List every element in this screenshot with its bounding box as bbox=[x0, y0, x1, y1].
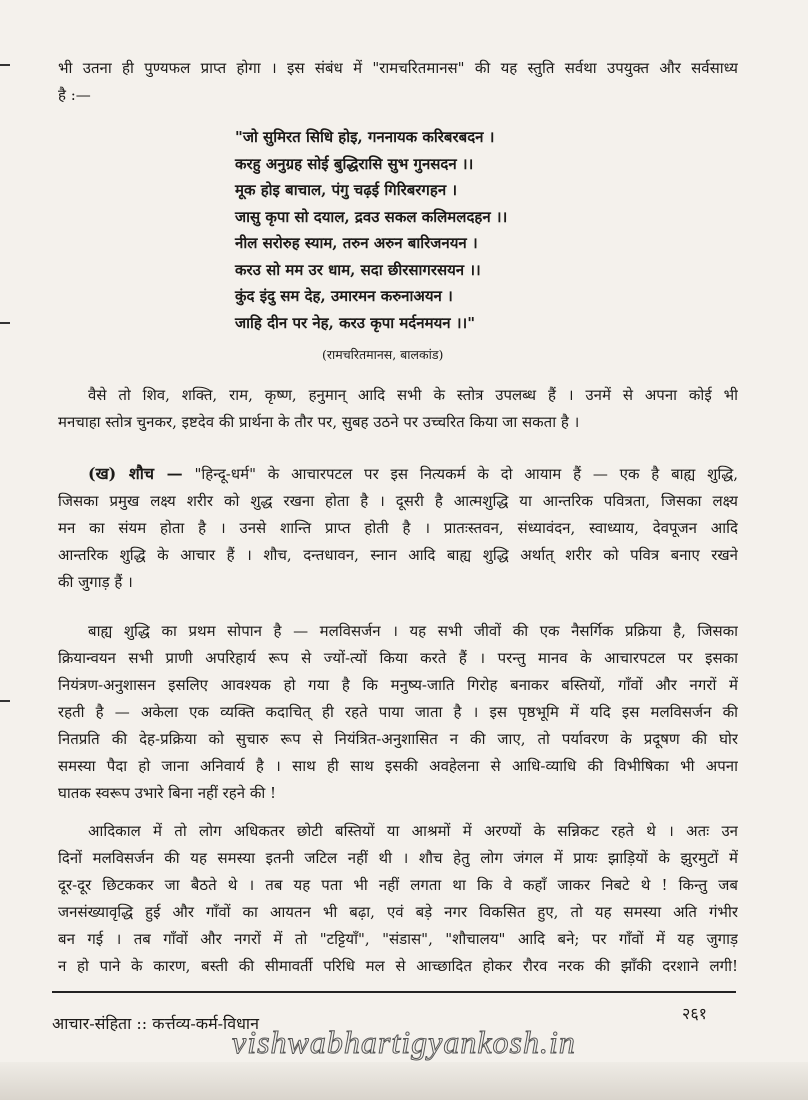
text-line: मनचाहा स्तोत्र चुनकर, इष्टदेव की प्रार्थना के तौर पर, सुबह उठने पर उच्चरित किया जा सकता है । bbox=[58, 413, 580, 431]
text-line: दिनों मलविसर्जन की यह समस्या इतनी जटिल नहीं थी । शौच हेतु लोग जंगल में प्रायः झाड़ियों के झुरमुटों में bbox=[58, 849, 738, 867]
text-line: नियंत्रण-अनुशासन इसलिए आवश्यक हो गया है कि मनुष्य-जाति गिरोह बनाकर बस्तियों, गाँवों और नगरों में bbox=[58, 676, 738, 694]
text-line: जिसका प्रमुख लक्ष्य शरीर को शुद्ध रखना होता है । दूसरी है आत्मशुद्धि या आन्तरिक पवित्रता, जिसका लक्ष्य bbox=[58, 492, 738, 510]
text-line: रहती है — अकेला एक व्यक्ति कदाचित् ही रहते पाया जाता है । इस पृष्ठभूमि में यदि इस मलविसर्जन की bbox=[58, 703, 738, 721]
verse-line: नील सरोरुह स्याम, तरुन अरुन बारिजनयन । bbox=[235, 234, 478, 252]
text-line: घातक स्वरूप उभारे बिना नहीं रहने की ! bbox=[58, 784, 277, 802]
verse-line: करउ सो मम उर धाम, सदा छीरसागरसयन ।। bbox=[235, 260, 481, 279]
footer-book-title: आचार-संहिता :: कर्त्तव्य-कर्म-विधान bbox=[52, 1014, 259, 1033]
verse-line: कुंद इंदु सम देह, उमारमन करुनाअयन । bbox=[235, 287, 453, 305]
intro-paragraph bbox=[58, 55, 738, 109]
verse-source: (रामचरितमानस, बालकांड) bbox=[322, 347, 444, 362]
text-line: बाह्य शुद्धि का प्रथम सोपान है — मलविसर्जन । यह सभी जीवों की एक नैसर्गिक प्रक्रिया है, जिसका bbox=[88, 622, 738, 640]
margin-mark bbox=[0, 322, 10, 324]
paragraph-shauch bbox=[58, 460, 738, 596]
page-edge-shadow bbox=[0, 1062, 808, 1100]
margin-mark bbox=[0, 700, 10, 702]
text-line: दूर-दूर छिटककर जा बैठते थे । तब यह पता भी नहीं लगता था कि वे कहाँ जाकर निबटे थे ! किन्तु जब bbox=[58, 876, 738, 894]
verse-line: जासु कृपा सो दयाल, द्रवउ सकल कलिमलदहन ।। bbox=[235, 207, 508, 226]
text-line: "हिन्दू-धर्म" के आचारपटल पर इस नित्यकर्म के दो आयाम हैं — एक है बाह्य शुद्धि, bbox=[194, 465, 738, 483]
text-line: वैसे तो शिव, शक्ति, राम, कृष्ण, हनुमान् आदि सभी के स्तोत्र उपलब्ध हैं । उनमें से अपना कोई भी bbox=[88, 386, 738, 404]
paragraph-adikal bbox=[58, 818, 738, 980]
watermark: vishwabhartigyankosh.in bbox=[232, 1024, 576, 1060]
text-line: न हो पाने के कारण, बस्ती की सीमावर्ती परिधि मल से आच्छादित होकर रौरव नरक की झाँकी दरशाने लगी! bbox=[58, 957, 738, 975]
page-number: २६१ bbox=[682, 1004, 707, 1023]
verse-line: "जो सुमिरत सिधि होइ, गननायक करिबरबदन । bbox=[235, 128, 495, 146]
text-line: जनसंख्यावृद्धि हुई और गाँवों का आयतन भी बढ़ा, एवं बड़े नगर विकसित हुए, तो यह समस्या अति गंभीर bbox=[58, 903, 738, 921]
text-line: क्रियान्वयन सभी प्राणी अपरिहार्य रूप से ज्यों-त्यों किया करते हैं । परन्तु मानव के आचारपटल पर इसका bbox=[58, 649, 738, 667]
text-line: भी उतना ही पुण्यफल प्राप्त होगा । इस संबंध में "रामचरितमानस" की यह स्तुति सर्वथा उपयुक्त और सर्वसाध्य bbox=[58, 59, 738, 77]
section-heading: (ख) शौच — bbox=[88, 464, 183, 483]
paragraph-stotra bbox=[58, 382, 738, 436]
text-line: आदिकाल में तो लोग अधिकतर छोटी बस्तियों या आश्रमों में अरण्यों के सन्निकट रहते थे । अतः उन bbox=[88, 822, 738, 840]
verse-line: करहु अनुग्रह सोई बुद्धिरासि सुभ गुनसदन ।। bbox=[235, 154, 474, 173]
footer-rule bbox=[52, 991, 736, 993]
verse-line: जाहि दीन पर नेह, करउ कृपा मर्दनमयन ।।" bbox=[235, 313, 476, 332]
text-line: नितप्रति की देह-प्रक्रिया को सुचारु रूप से नियंत्रित-अनुशासित न की जाए, तो पर्यावरण के प्रदूषण की घोर bbox=[58, 730, 738, 748]
text-line: समस्या पैदा हो जाना अनिवार्य है । साथ ही साथ इसकी अवहेलना से आधि-व्याधि की विभीषिका भी अपना bbox=[58, 757, 738, 775]
paragraph-malvisarjan bbox=[58, 618, 738, 807]
text-line: है :— bbox=[58, 86, 91, 104]
text-line: बन गई । तब गाँवों और नगरों में तो "टट्टियाँ", "संडास", "शौचालय" आदि बने; पर गाँवों में यह जुगाड़ bbox=[58, 930, 738, 948]
verse-line: मूक होइ बाचाल, पंगु चढ़ई गिरिबरगहन । bbox=[235, 181, 458, 199]
text-line: आन्तरिक शुद्धि के आचार हैं । शौच, दन्तधावन, स्नान आदि बाह्य शुद्धि अर्थात् शरीर को पवित्र बनाए रखने bbox=[58, 546, 738, 564]
margin-mark bbox=[0, 64, 10, 66]
text-line: मन का संयम होता है । उनसे शान्ति प्राप्त होती है । प्रातःस्तवन, संध्यावंदन, स्वाध्याय, देवपूजन आदि bbox=[58, 519, 738, 537]
text-line: की जुगाड़ हैं । bbox=[58, 573, 133, 591]
verse-block bbox=[235, 124, 575, 336]
